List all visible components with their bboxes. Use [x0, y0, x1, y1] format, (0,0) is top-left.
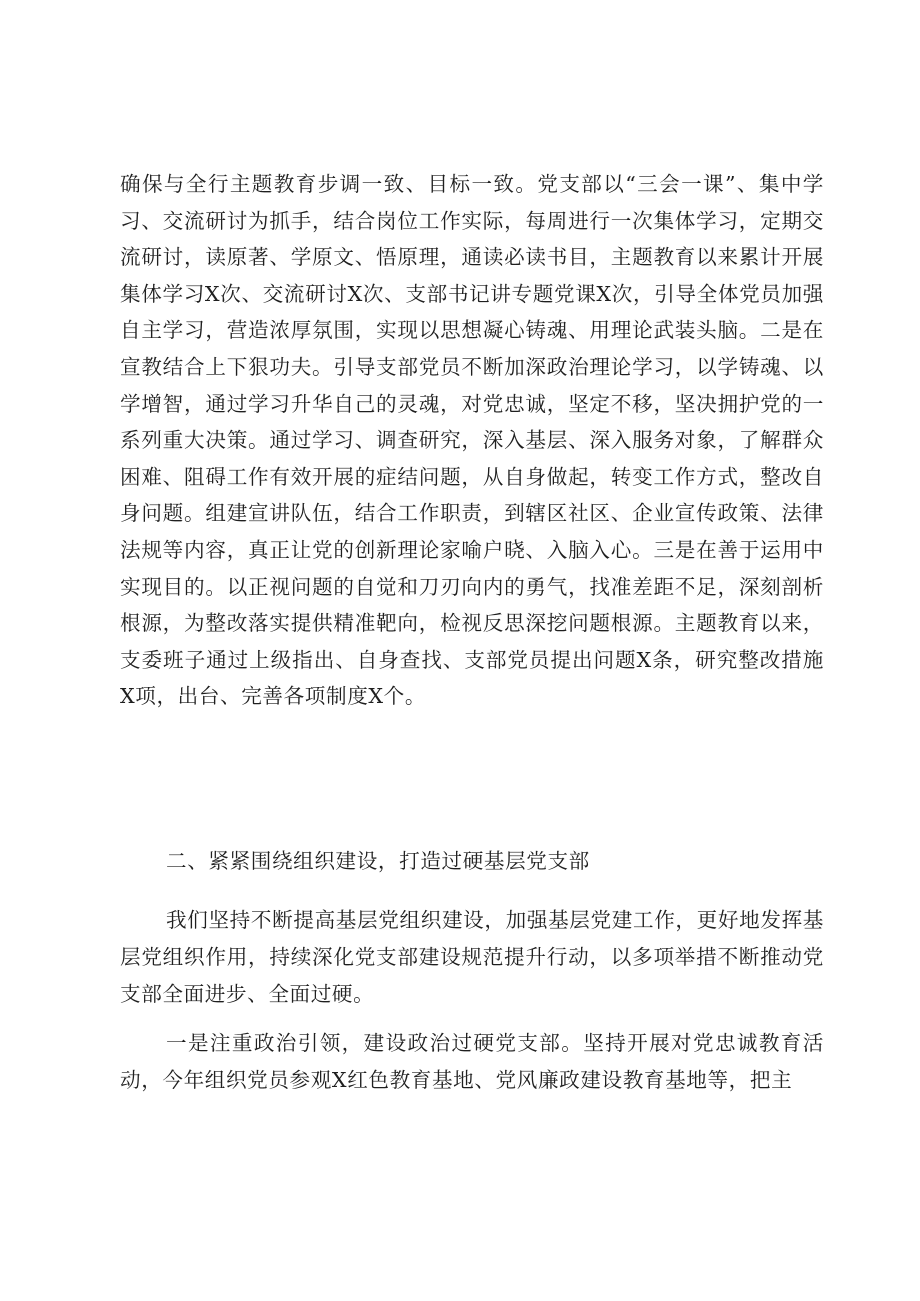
body-paragraph-2: 我们坚持不断提高基层党组织建设，加强基层党建工作，更好地发挥基层党组织作用，持续深化党支部建设规范提升行动，以多项举措不断推动党支部全面进步、全面过硬。 [120, 908, 824, 1006]
body-paragraph-1: 确保与全行主题教育步调一致、目标一致。党支部以“三会一课”、集中学习、交流研讨为抓手，结合岗位工作实际，每周进行一次集体学习，定期交流研讨，读原著、学原文、悟原理，通读必读书目，主题教育以来累计开展集体学习X次、交流研讨X次、支部书记讲专题党课X次，引导全体党员加强自主学习，营造浓厚氛围，实现以思想凝心铸魂、用理论武装头脑。二是在宣教结合上下狠功夫。引导支部党员不断加深政治理论学习，以学铸魂、以学增智，通过学习升华自己的灵魂，对党忠诚，坚定不移，坚决拥护党的一系列重大决策。通过学习、调查研究，深入基层、深入服务对象，了解群众困难、阻碍工作有效开展的症结问题，从自身做起，转变工作方式，整改自身问题。组建宣讲队伍，结合工作职责，到辖区社区、企业宣传政策、法律法规等内容，真正让党的创新理论家喻户晓、入脑入心。三是在善于运用中实现目的。以正视问题的自觉和刀刃向内的勇气，找准差距不足，深刻剖析根源，为整改落实提供精准靶向，检视反思深挖问题根源。主题教育以来，支委班子通过上级指出、自身查找、支部党员提出问题X条，研究整改措施X项，出台、完善各项制度X个。 [120, 172, 824, 709]
section-heading: 二、紧紧围绕组织建设，打造过硬基层党支部 [166, 849, 590, 873]
body-paragraph-3: 一是注重政治引领，建设政治过硬党支部。坚持开展对党忠诚教育活动，今年组织党员参观X红色教育基地、党风廉政建设教育基地等，把主 [120, 1031, 824, 1092]
